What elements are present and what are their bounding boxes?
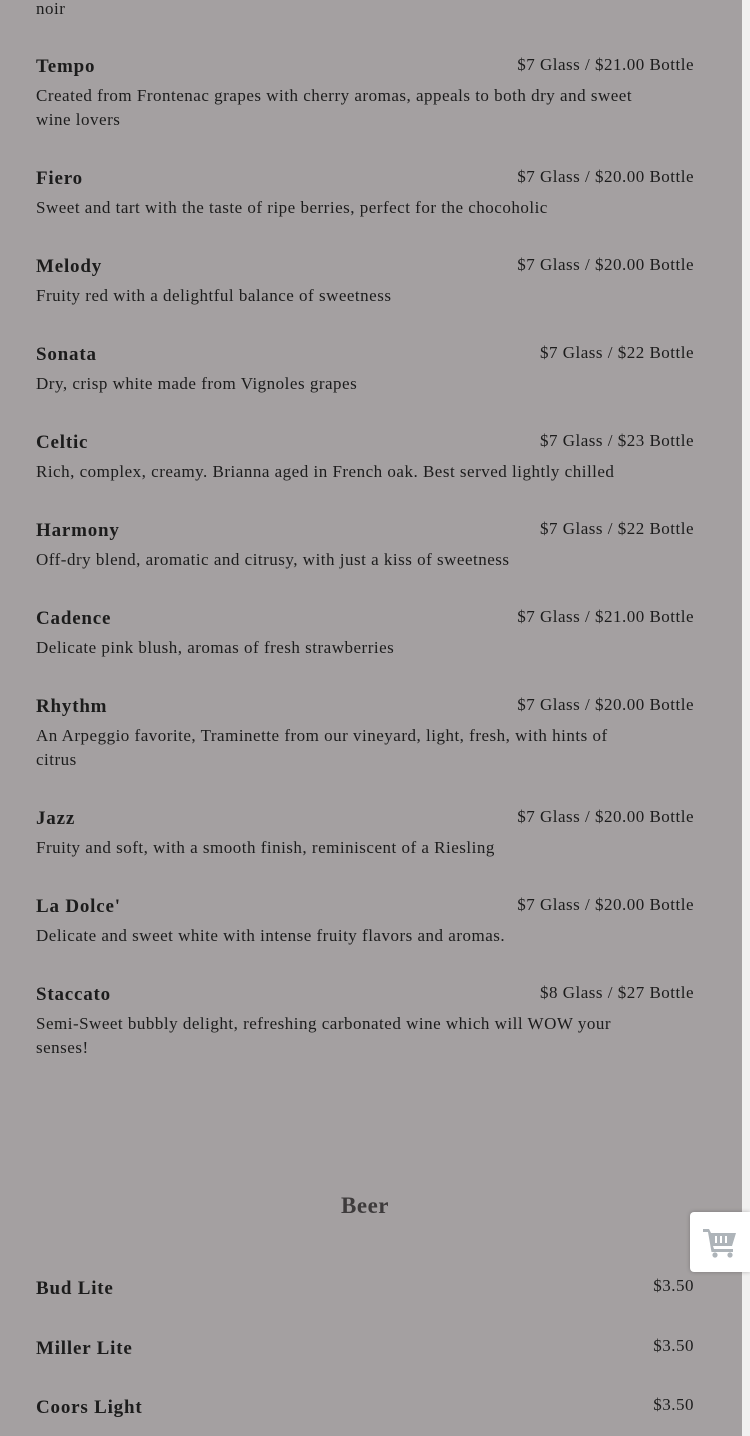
beer-section-title: Beer bbox=[341, 1193, 389, 1218]
wine-name: Melody bbox=[36, 256, 103, 277]
wine-description: Off-dry blend, aromatic and citrusy, with just a kiss of sweetness bbox=[36, 550, 510, 569]
beer-name: Bud Lite bbox=[36, 1278, 114, 1299]
wine-description: Delicate and sweet white with intense fruity flavors and aromas. bbox=[36, 926, 506, 945]
wine-name: Celtic bbox=[36, 432, 89, 453]
wine-description: Fruity red with a delightful balance of sweetness bbox=[36, 286, 392, 305]
wine-item-jazz bbox=[36, 808, 694, 896]
wine-name: Sonata bbox=[36, 344, 97, 365]
wine-item-cadence bbox=[36, 608, 694, 696]
wine-price: $7 Glass / $22 Bottle bbox=[539, 343, 694, 362]
beer-item-miller-lite bbox=[36, 1336, 694, 1362]
wine-description: An Arpeggio favorite, Traminette from our vineyard, light, fresh, with hints of citrus bbox=[36, 726, 608, 769]
beer-name: Miller Lite bbox=[36, 1338, 133, 1359]
wine-name: La Dolce' bbox=[36, 896, 121, 917]
beer-item-coors-light bbox=[36, 1395, 694, 1421]
previous-item-description: noir bbox=[36, 0, 66, 18]
wine-name: Harmony bbox=[36, 520, 120, 541]
wine-description: Semi-Sweet bubbly delight, refreshing carbonated wine which will WOW your senses! bbox=[36, 1014, 612, 1057]
wine-name: Staccato bbox=[36, 984, 111, 1005]
wine-name: Jazz bbox=[36, 808, 76, 829]
wine-name: Fiero bbox=[36, 168, 83, 189]
wine-price: $7 Glass / $20.00 Bottle bbox=[517, 255, 694, 274]
beer-item-bud-lite bbox=[36, 1276, 694, 1302]
wine-price: $7 Glass / $23 Bottle bbox=[539, 431, 694, 450]
wine-description: Rich, complex, creamy. Brianna aged in French oak. Best served lightly chilled bbox=[36, 462, 615, 481]
wine-name: Cadence bbox=[36, 608, 112, 629]
wine-item-melody bbox=[36, 256, 694, 344]
wine-list bbox=[36, 56, 694, 1072]
beer-price: $3.50 bbox=[653, 1276, 694, 1295]
wine-description: Sweet and tart with the taste of ripe berries, perfect for the chocoholic bbox=[36, 198, 548, 217]
wine-price: $7 Glass / $20.00 Bottle bbox=[517, 895, 694, 914]
wine-name: Rhythm bbox=[36, 696, 108, 717]
beer-price: $3.50 bbox=[653, 1395, 694, 1414]
wine-item-sonata bbox=[36, 344, 694, 432]
wine-price: $7 Glass / $21.00 Bottle bbox=[517, 607, 694, 626]
wine-name: Tempo bbox=[36, 56, 96, 77]
wine-price: $7 Glass / $20.00 Bottle bbox=[517, 695, 694, 714]
wine-description: Delicate pink blush, aromas of fresh strawberries bbox=[36, 638, 395, 657]
wine-item-tempo bbox=[36, 56, 694, 168]
wine-item-staccato bbox=[36, 984, 694, 1072]
shopping-cart-icon bbox=[702, 1226, 738, 1258]
wine-item-la-dolce bbox=[36, 896, 694, 984]
beer-name: Coors Light bbox=[36, 1397, 143, 1418]
wine-item-rhythm bbox=[36, 696, 694, 808]
shopping-cart-button[interactable] bbox=[690, 1212, 750, 1272]
wine-description: Dry, crisp white made from Vignoles grapes bbox=[36, 374, 358, 393]
wine-price: $8 Glass / $27 Bottle bbox=[539, 983, 694, 1002]
wine-description: Created from Frontenac grapes with cherry aromas, appeals to both dry and sweet wine lovers bbox=[36, 86, 633, 129]
wine-item-celtic bbox=[36, 432, 694, 520]
wine-price: $7 Glass / $20.00 Bottle bbox=[517, 167, 694, 186]
wine-description: Fruity and soft, with a smooth finish, reminiscent of a Riesling bbox=[36, 838, 495, 857]
wine-price: $7 Glass / $20.00 Bottle bbox=[517, 807, 694, 826]
wine-item-fiero bbox=[36, 168, 694, 256]
beer-price: $3.50 bbox=[653, 1336, 694, 1355]
wine-price: $7 Glass / $21.00 Bottle bbox=[517, 55, 694, 74]
wine-price: $7 Glass / $22 Bottle bbox=[539, 519, 694, 538]
wine-item-harmony bbox=[36, 520, 694, 608]
